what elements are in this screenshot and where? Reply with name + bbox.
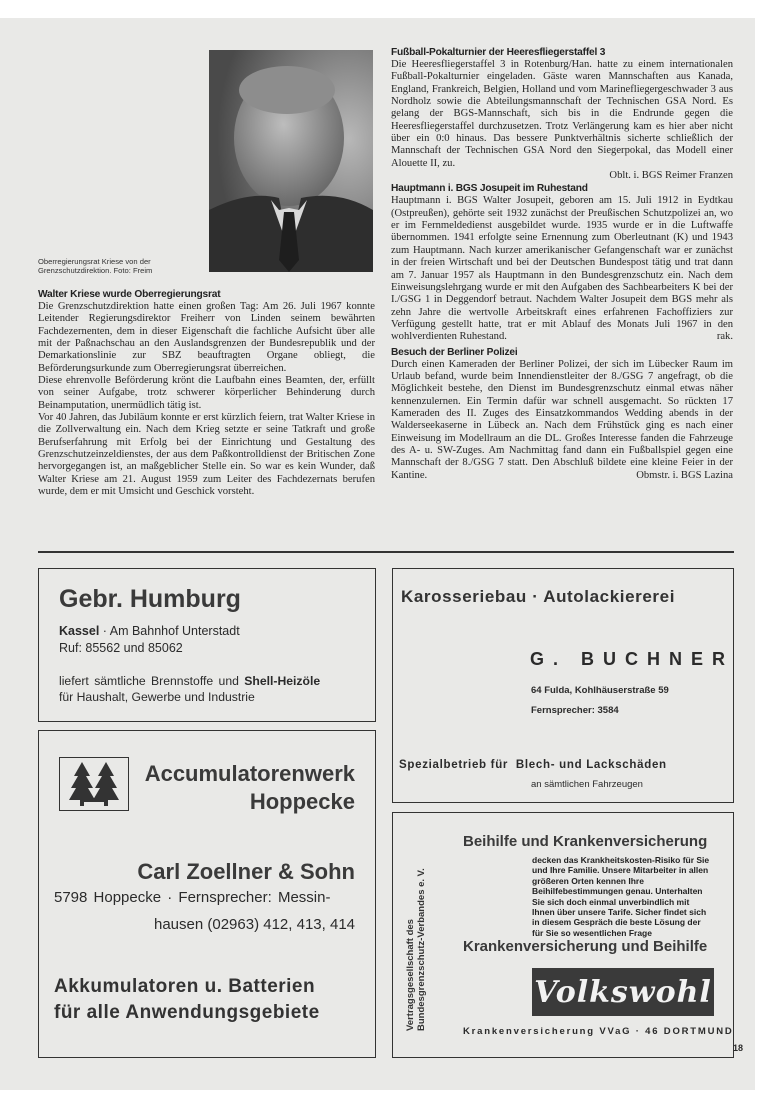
article-title: Hauptmann i. BGS Josupeit im Ruhestand (391, 183, 588, 195)
ad-title: Accumulatorenwerk (144, 761, 355, 786)
article-paragraph: Durch einen Kameraden der Berliner Polizei, der sich im Lübecker Raum im Urlaub befand, wurde beim Innendienstleiter der 8./GSG 7 angefragt, ob die Möglichkeit bestehe, den Dienst im Bundesgrenzschutz einmal etwas näher kennenzulernen. Ein Termin dafür war schnell ausgemacht. So rückten 17 Kameraden des II. Zuges des Einsatzkommandos Wedding abends in der Walderseekaserne in Lübeck an. Nach dem Frühstück ging es nach einer Einweisung im Modellraum an die DL. Großes Interesse fanden die Fahrzeuge des A- u. SW-Zuges. Am Nachmittag fand dann ein Fußballspiel gegen eine Mannschaft der 8./GSG 7 statt. Den Abschluß bildete eine kleine Feier in der Kantine. (391, 358, 733, 481)
article-polizei (391, 346, 733, 482)
article-fussball (391, 46, 733, 182)
twin-fir-trees-icon (59, 757, 129, 811)
ad-buchner (392, 568, 734, 803)
volkswohl-logo: Volkswohl (532, 968, 714, 1016)
page-number: 18 (733, 1043, 744, 1053)
ad-tagline: Akkumulatoren u. Batterien (54, 976, 316, 997)
ad-phone: Fernsprecher: 3584 (531, 705, 619, 716)
ad-specialty-sub: an sämtlichen Fahrzeugen (531, 779, 643, 790)
article-paragraph: Hauptmann i. BGS Walter Josupeit, geboren am 15. Juli 1912 in Eydtkau (Ostpreußen), gehörte seit 1932 zunächst der Preußischen Schutzpolizei an, wo er im Fernmeldedienst ausgebildet wurde. 1935 wurde er in die Luftwaffe übernommen. 1941 erfolgte seine Ernennung zum Oberleutnant (K) und 1943 zum Hauptmann. Nach kurzer amerikanischer Gefangenschaft war er zunächst in der freien Wirtschaft und bei der Deutschen Bundespost tätig und trat dann am 7. Januar 1957 als Hauptmann in den Bundesgrenzschutz ein. Nach dem Einweisungslehrgang wurde er mit den Aufgaben des Sachbearbeiters K bei der I./GSG 1 in Deggendorf betraut. Nachdem Walter Josupeit dem BGS mehr als zehn Jahre die wertvolle Arbeitskraft eines erfahrenen Fachoffiziers zur Verfügung gestellt hatte, trat er mit Ablauf des Monats Juli 1967 in den wohlverdienten Ruhestand. (391, 195, 733, 343)
ad-volkswohl (392, 812, 734, 1058)
article-kriese (38, 288, 375, 499)
article-title: Walter Kriese wurde Oberregierungsrat (38, 289, 221, 300)
article-title: Fußball-Pokalturnier der Heeresfliegerstaffel 3 (391, 47, 606, 58)
ad-contact: 5798 Hoppecke · Fernsprecher: Messin- (54, 889, 331, 906)
ad-company-name: G. BUCHNER (530, 649, 735, 669)
ad-tagline-line2: für alle Anwendungsgebiete (54, 1002, 320, 1023)
article-paragraph: Die Heeresfliegerstaffel 3 in Rotenburg/Han. hatte zu einem internationalen Fußball-Pokalturnier eingeladen. Gäste waren Mannschaften aus Kanada, England, Frankreich, Belgien, Holland und vom Marinefliegergeschwader 3 aus Nordholz sowie die Abteilungsmannschaft der Technischen GSA Nord. Es gelang der BGS-Mannschaft, sich bis in die Endrunde gegen die Heeresfliegerstaffel durchzusetzen. Trotz Verlängerung kam es hier aber nicht über ein 0:0 hinaus. Das bessere Punktverhältnis sicherte schließlich der Mannschaft der Technischen GSA Nord den Siegerpokal, das Modell einer Alouette II, zu. (391, 59, 733, 169)
ad-offer-line2: für Haushalt, Gewerbe und Industrie (59, 690, 255, 704)
ad-phone: Ruf: 85562 und 85062 (59, 641, 183, 655)
article-signature: Obmstr. i. BGS Lazina (636, 469, 733, 481)
ad-headline: Beihilfe und Krankenversicherung (463, 833, 708, 850)
right-column (391, 46, 733, 482)
article-paragraph: Diese ehrenvolle Beförderung krönt die Laufbahn eines Beamten, der, erfüllt von seiner Aufgabe, trotz schwerer körperlicher Behinderung durch Beinamputation, unermüdlich tätig ist. (38, 375, 375, 411)
ad-body: decken das Krankheitskosten-Risiko für Sie und Ihre Familie. Unsere Mitarbeiter in allen größeren Orten kennen Ihre Beihilfebestimmungen genau. Unterhalten Sie sich doch einmal unverbindlich mit Ihnen über unsere Tarife. Sicher findet sich in diesem Gespräch die beste Lösung der für Sie so wesentlichen Frage (532, 855, 710, 938)
ad-hoppecke (38, 730, 376, 1058)
ad-title-line2: Hoppecke (249, 789, 355, 814)
ad-footer: Krankenversicherung VVaG · 46 DORTMUND (463, 1026, 734, 1037)
section-divider (38, 551, 734, 553)
ad-company-name: Gebr. Humburg (59, 585, 241, 613)
ad-offer: liefert sämtliche Brennstoffe und Shell-Heizöle (59, 674, 321, 688)
ad-headline: Karosseriebau · Autolackiererei (401, 587, 676, 606)
ad-humburg (38, 568, 376, 722)
article-paragraph: Vor 40 Jahren, das Jubiläum konnte er erst kürzlich feiern, trat Walter Kriese in die Zollverwaltung ein. Nach dem Krieg setzte er seine Tatkraft und große Berufserfahrung mit Erfolg bei der Einrichtung und Gestaltung des Grenzschutzeinzeldienstes, der aus dem Paßkontrolldienst der Britischen Zone hervorgegangen ist, an maßgeblicher Stelle ein. So war es kein Wunder, daß Walter Kriese am 21. August 1959 zum Leiter des Fachdezernats berufen wurde, dem er mit Umsicht und Geschick vorsteht. (38, 412, 375, 498)
ad-contact-line2: hausen (02963) 412, 413, 414 (154, 916, 355, 933)
ad-address: Kassel · Am Bahnhof Unterstadt (59, 624, 240, 638)
portrait-image (209, 50, 373, 272)
article-signature: rak. (716, 331, 733, 343)
ad-address: 64 Fulda, Kohlhäuserstraße 59 (531, 685, 669, 696)
article-signature: Oblt. i. BGS Reimer Franzen (609, 170, 733, 182)
photo-caption: Oberregierungsrat Kriese von der Grenzschutzdirektion. Foto: Freim (38, 257, 153, 275)
ad-company-name: Carl Zoellner & Sohn (137, 859, 355, 884)
ad-headline-2: Krankenversicherung und Beihilfe (463, 938, 708, 955)
ad-side-text: Vertragsgesellschaft des Bundesgrenzschutz-Verbandes e. V. (405, 868, 427, 1031)
article-josupeit (391, 182, 733, 343)
article-title: Besuch der Berliner Polizei (391, 346, 518, 358)
ad-specialty: Spezialbetrieb für Blech- und Lackschäden (399, 759, 667, 771)
article-paragraph: Die Grenzschutzdirektion hatte einen großen Tag: Am 26. Juli 1967 konnte Leitender Regierungsdirektor Freiherr von Linden seinem bewährten Fachdezernenten, dem in dieser Eigenschaft die fachliche Aufsicht über alle mit der Paßnachschau an den Auslandsgrenzen der Bundesrepublik und der Demarkationslinie zur SBZ beauftragten Organe obliegt, die Beförderungsurkunde zum Oberregierungsrat überreichen. (38, 301, 375, 374)
portrait-photo (209, 50, 373, 272)
